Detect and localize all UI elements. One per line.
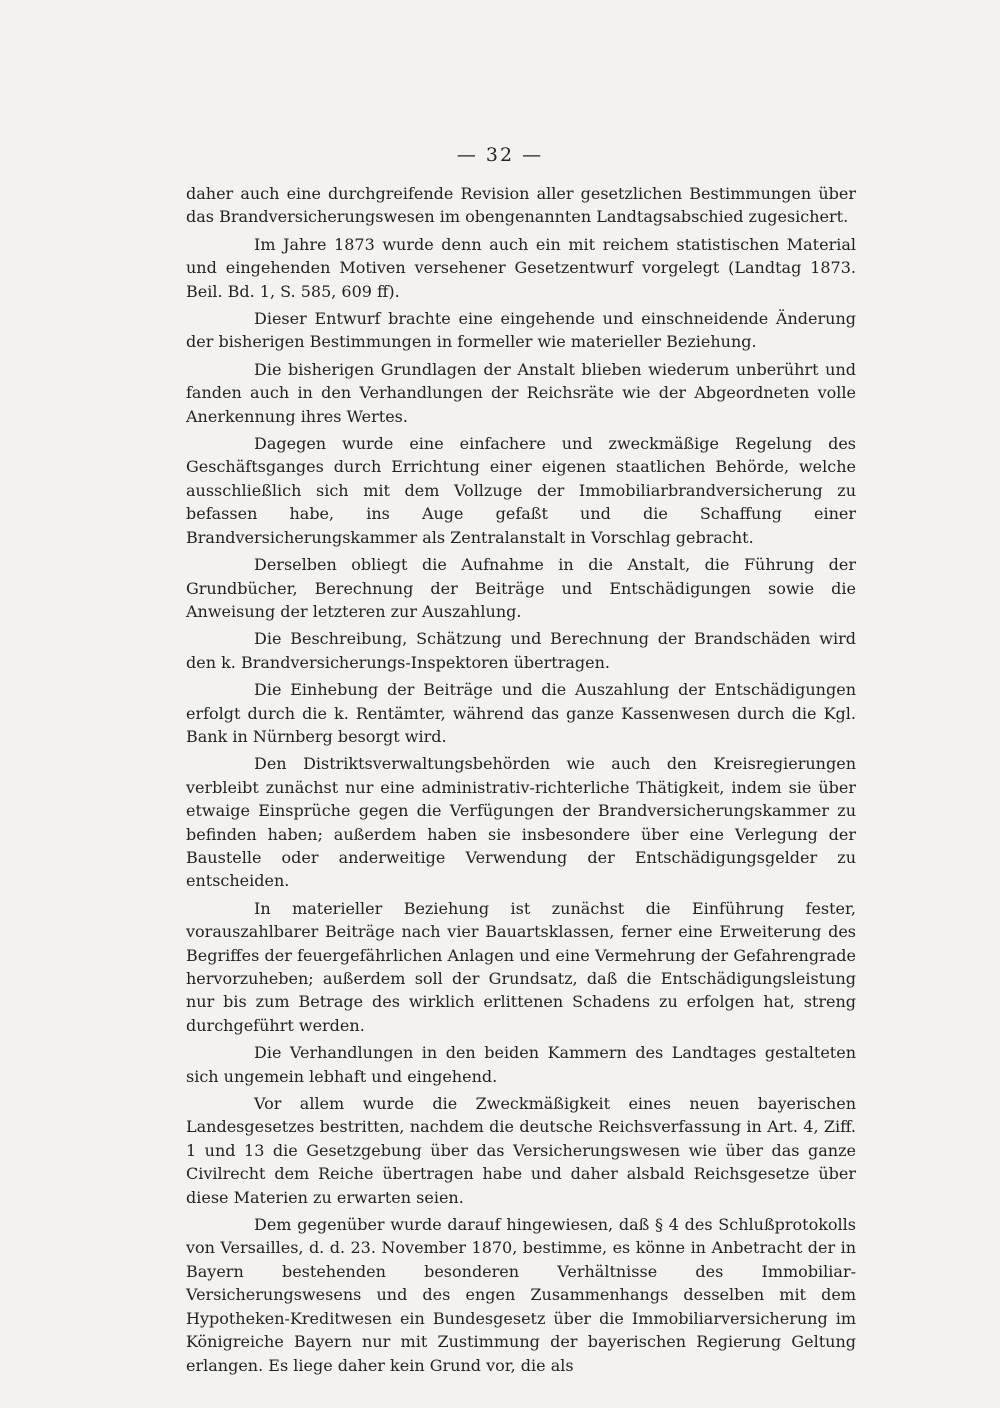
paragraph: Dagegen wurde eine einfachere und zweckmäßige Regelung des Geschäftsganges durch Errichtung einer eigenen staatlichen Behörde, welche ausschließlich sich mit dem Vollzuge der Immobiliarbrandversicherung zu befassen habe, ins Auge gefaßt und die Schaffung einer Brandversicherungskammer als Zentralanstalt in Vorschlag gebracht. bbox=[186, 434, 856, 547]
paragraph: Derselben obliegt die Aufnahme in die Anstalt, die Führung der Grundbücher, Berechnung der Beiträge und Entschädigungen sowie die Anweisung der letzteren zur Auszahlung. bbox=[186, 555, 856, 621]
paragraph: Vor allem wurde die Zweckmäßigkeit eines neuen bayerischen Landesgesetzes bestritten, nachdem die deutsche Reichsverfassung in Art. 4, Ziff. 1 und 13 die Gesetzgebung über das Versicherungswesen wie über das ganze Civilrecht dem Reiche übertragen habe und daher alsbald Reichsgesetze über diese Materien zu erwarten seien. bbox=[186, 1094, 856, 1207]
paragraph: Die bisherigen Grundlagen der Anstalt blieben wiederum unberührt und fanden auch in den Verhandlungen der Reichsräte wie der Abgeordneten volle Anerkennung ihres Wertes. bbox=[186, 359, 856, 426]
paragraph: Den Distriktsverwaltungsbehörden wie auch den Kreisregierungen verbleibt zunächst nur eine administrativ-richterliche Thätigkeit, indem sie über etwaige Einsprüche gegen die Verfügungen der Brandversicherungskammer zu befinden haben; außerdem haben sie insbesondere über eine Verlegung der Baustelle oder anderweitige Verwendung der Entschädigungsgelder zu entscheiden. bbox=[186, 754, 856, 891]
body-text bbox=[186, 182, 856, 1381]
paragraph: Im Jahre 1873 wurde denn auch ein mit reichem statistischen Material und eingehenden Motiven versehener Gesetzentwurf vorgelegt (Landtag 1873. Beil. Bd. 1, S. 585, 609 ff). bbox=[186, 234, 856, 301]
page-number: — 32 — bbox=[456, 144, 544, 166]
paragraph: In materieller Beziehung ist zunächst die Einführung fester, vorauszahlbarer Beiträge nach vier Bauartsklassen, ferner eine Erweiterung des Begriffes der feuergefährlichen Anlagen und eine Vermehrung der Gefahrengrade hervorzuheben; außerdem soll der Grundsatz, daß die Entschädigungsleistung nur bis zum Betrage des wirklich erlittenen Schadens zu erfolgen hat, streng durchgeführt werden. bbox=[186, 898, 856, 1035]
paragraph: Die Verhandlungen in den beiden Kammern des Landtages gestalteten sich ungemein lebhaft und eingehend. bbox=[186, 1043, 856, 1086]
paragraph: Die Einhebung der Beiträge und die Auszahlung der Entschädigungen erfolgt durch die k. Rentämter, während das ganze Kassenwesen durch die Kgl. Bank in Nürnberg besorgt wird. bbox=[186, 680, 856, 746]
paragraph: Dem gegenüber wurde darauf hingewiesen, daß § 4 des Schlußprotokolls von Versailles, d. d. 23. November 1870, bestimme, es könne in Anbetracht der in Bayern bestehenden besonderen Verhältnisse des Immobiliar-Versicherungswesens und des engen Zusammenhangs desselben mit dem Hypotheken-Kreditwesen ein Bundesgesetz über die Immobiliarversicherung im Königreiche Bayern nur mit Zustimmung der bayerischen Regierung Geltung erlangen. Es liege daher kein Grund vor, die als bbox=[186, 1215, 856, 1375]
paragraph: daher auch eine durchgreifende Revision aller gesetzlichen Bestimmungen über das Brandversicherungswesen im obengenannten Landtagsabschied zugesichert. bbox=[186, 184, 856, 227]
paragraph: Dieser Entwurf brachte eine eingehende und einschneidende Änderung der bisherigen Bestimmungen in formeller wie materieller Beziehung. bbox=[186, 309, 856, 352]
paragraph: Die Beschreibung, Schätzung und Berechnung der Brandschäden wird den k. Brandversicherungs-Inspektoren übertragen. bbox=[186, 629, 856, 672]
